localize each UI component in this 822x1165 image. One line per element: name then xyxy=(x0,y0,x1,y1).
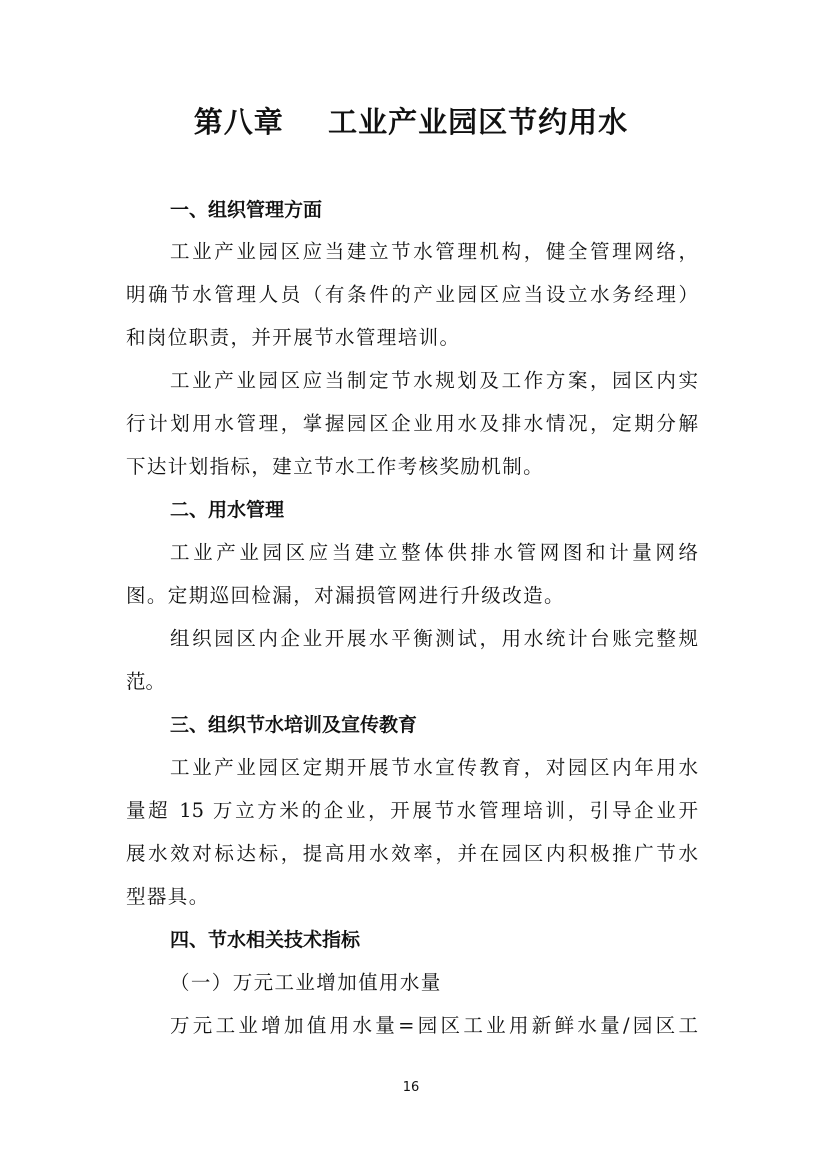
paragraph-line: 行计划用水管理，掌握园区企业用水及排水情况，定期分解 xyxy=(126,412,698,435)
paragraph-line: 万元工业增加值用水量=园区工业用新鲜水量/园区工 xyxy=(170,1014,698,1037)
chapter-title: 第八章 工业产业园区节约用水 xyxy=(193,105,629,139)
paragraph-line: 展水效对标达标，提高用水效率，并在园区内积极推广节水 xyxy=(126,842,698,865)
paragraph-line: 工业产业园区定期开展节水宣传教育，对园区内年用水 xyxy=(170,756,698,779)
paragraph-line: 工业产业园区应当建立整体供排水管网图和计量网络 xyxy=(170,541,698,564)
paragraph-line: 组织园区内企业开展水平衡测试，用水统计台账完整规 xyxy=(170,627,698,650)
paragraph-line: 工业产业园区应当建立节水管理机构，健全管理网络， xyxy=(170,240,698,263)
paragraph-line: 工业产业园区应当制定节水规划及工作方案，园区内实 xyxy=(170,369,698,392)
paragraph-line: 下达计划指标，建立节水工作考核奖励机制。 xyxy=(126,455,545,478)
paragraph-line: 明确节水管理人员（有条件的产业园区应当设立水务经理） xyxy=(126,283,698,306)
paragraph-line: 量超 15 万立方米的企业，开展节水管理培训，引导企业开 xyxy=(126,799,698,822)
paragraph-line: 图。定期巡回检漏，对漏损管网进行升级改造。 xyxy=(126,584,565,607)
paragraph-line: 型器具。 xyxy=(126,885,210,908)
section-heading-organization: 一、组织管理方面 xyxy=(170,199,323,221)
subsection-heading: （一）万元工业增加值用水量 xyxy=(170,971,442,994)
section-heading-water-management: 二、用水管理 xyxy=(170,499,285,521)
paragraph-line: 和岗位职责，并开展节水管理培训。 xyxy=(126,326,461,349)
section-heading-technical-indicators: 四、节水相关技术指标 xyxy=(170,929,361,951)
section-heading-training: 三、组织节水培训及宣传教育 xyxy=(170,714,418,736)
page-number: 16 xyxy=(402,1080,420,1095)
paragraph-line: 范。 xyxy=(126,670,166,693)
